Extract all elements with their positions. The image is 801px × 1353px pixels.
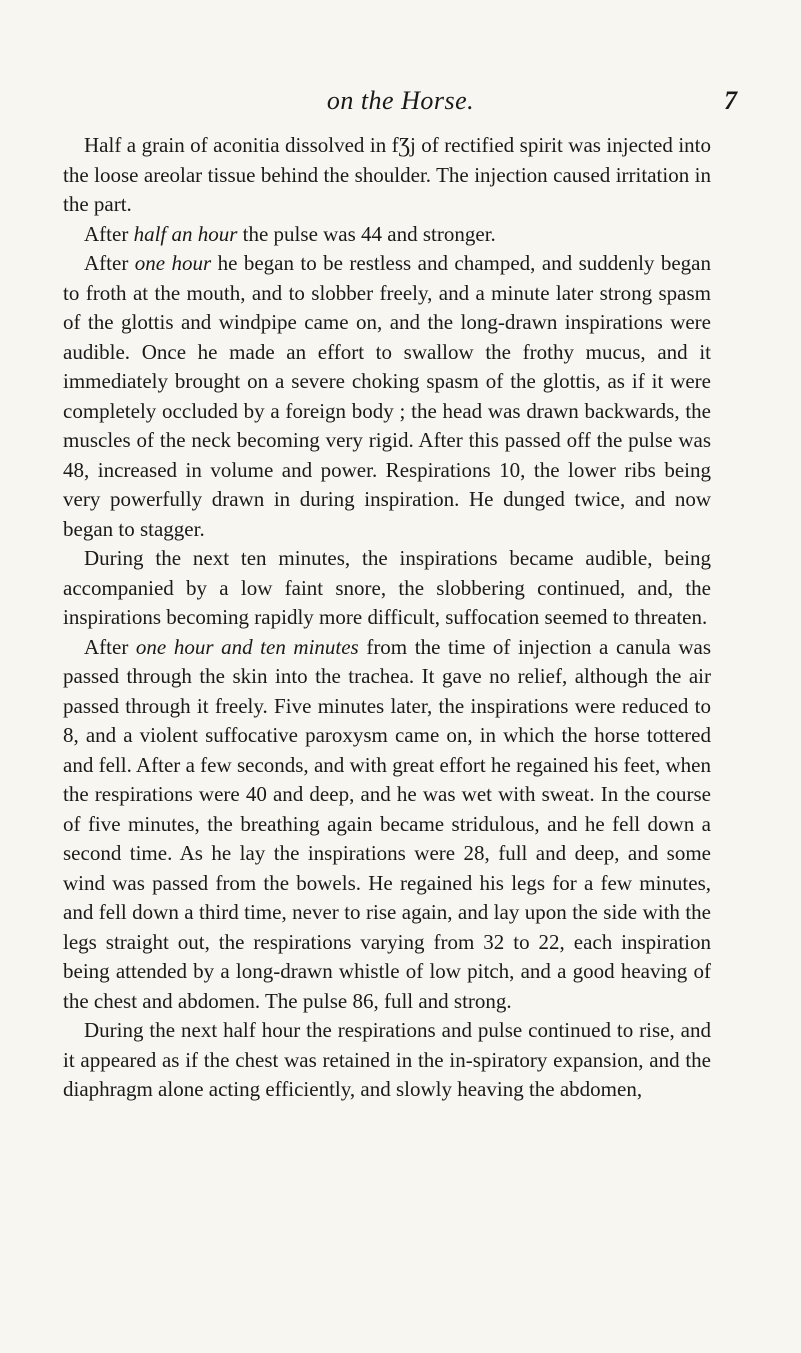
running-title: on the Horse. (326, 86, 475, 115)
text-segment: During the next ten minutes, the inspirations became audible, being accompanied by a low faint snore, the slobbering continued, and, the inspirations becoming rapidly more difficult, suffocation seemed to threaten. (63, 546, 711, 629)
body-text (63, 131, 711, 1105)
text-segment: After (84, 634, 136, 659)
paragraph-4 (63, 544, 711, 633)
text-segment: After (84, 221, 134, 246)
text-segment: Half a grain of aconitia dissolved in fƷj of rectified spirit was injected into the loose areolar tissue behind the shoulder. The injection caused irritation in the part. (63, 133, 711, 216)
italic-phrase: half an hour (133, 221, 238, 246)
text-segment: After (84, 251, 135, 275)
italic-phrase: one hour (134, 251, 212, 275)
paragraph-1 (63, 131, 711, 220)
paragraph-6 (63, 1016, 711, 1105)
text-segment: the pulse was 44 and stronger. (237, 221, 496, 246)
page-header (0, 80, 801, 116)
paragraph-2 (63, 220, 711, 250)
italic-phrase: one hour and ten minutes (135, 634, 359, 659)
text-segment: During the next half hour the respirations and pulse continued to rise, and it appeared as if the chest was retained in the in-spiratory expansion, and the diaphragm alone acting efficiently, and slowly heaving the abdomen, (63, 1018, 711, 1101)
text-segment: from the time of injection a canula was passed through the skin into the trachea. It gave no relief, although the air passed through it freely. Five minutes later, the inspirations were reduced to 8, and a violent suffocative paroxysm came on, in which the horse tottered and fell. After a few seconds, and with great effort he regained his feet, when the respirations were 40 and deep, and he was wet with sweat. In the course of five minutes, the breathing again became stridulous, and he fell down a second time. As he lay the inspirations were 28, full and deep, and some wind was passed from the bowels. He regained his legs for a few minutes, and fell down a third time, never to rise again, and lay upon the side with the legs straight out, the respirations varying from 32 to 22, each inspiration being attended by a long-drawn whistle of low pitch, and a good heaving of the chest and abdomen. The pulse 86, full and strong. (63, 634, 711, 1013)
text-segment: he began to be restless and champed, and suddenly began to froth at the mouth, and to slobber freely, and a minute later strong spasm of the glottis and windpipe came on, and the long-drawn inspirations were audible. Once he made an effort to swallow the frothy mucus, and it immediately brought on a severe choking spasm of the glottis, as if it were completely occluded by a foreign body ; the head was drawn backwards, the muscles of the neck becoming very rigid. After this passed off the pulse was 48, increased in volume and power. Respirations 10, the lower ribs being very powerfully drawn in during inspiration. He dunged twice, and now began to stagger. (63, 251, 711, 541)
page-number: 7 (724, 86, 737, 115)
paragraph-5 (63, 633, 711, 1017)
paragraph-3 (63, 249, 711, 544)
